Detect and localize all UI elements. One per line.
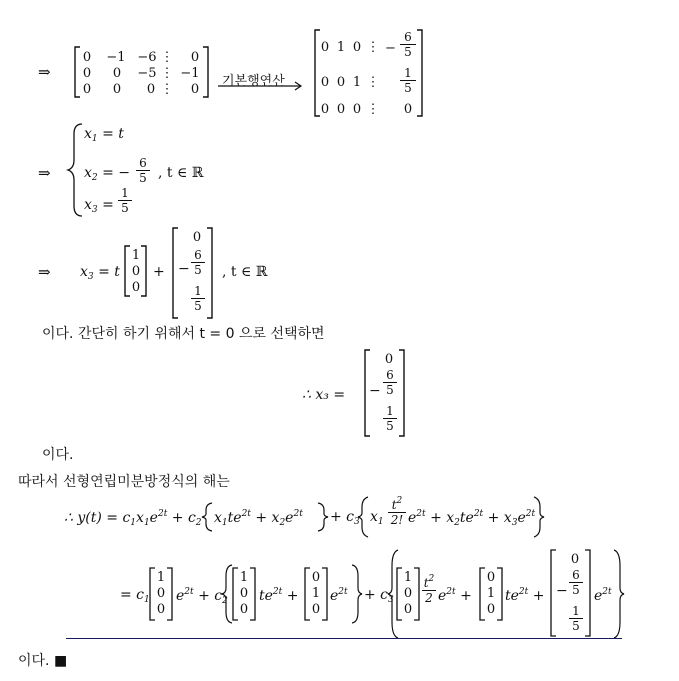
- l2-c3: + $c_3$: [364, 587, 394, 605]
- aug-left-r3c2: 0: [112, 82, 122, 97]
- aug-right-r3c1: 0: [320, 102, 330, 117]
- aug-left-r3c3: 0: [146, 82, 156, 97]
- sentence-ida: 이다.: [42, 447, 74, 463]
- l2-v4-3: 0: [403, 602, 413, 617]
- l2-v3-2: 1: [311, 586, 321, 601]
- implies-arrow-3: ⇒: [38, 263, 51, 281]
- plus-sign: +: [153, 264, 165, 280]
- l2-e2t-c2: $e^{2t} + c_2$: [176, 587, 228, 606]
- sentence-choose-t: 이다. 간단히 하기 위해서 t = 0 으로 선택하면: [42, 326, 325, 342]
- aug-left-r2c1: 0: [82, 66, 92, 81]
- l2-v3-1: 0: [311, 570, 321, 585]
- yt-line-1-brace-a: $x_1te^{2t} + x_2e^{2t}$: [214, 509, 303, 528]
- l2-v2-2: 0: [239, 586, 249, 601]
- l2-v4-2: 0: [403, 586, 413, 601]
- row-op-label: 기본행연산: [222, 74, 285, 89]
- l2-frac-t2-2: $\frac{t^2}{2}$: [423, 574, 435, 605]
- l2-v2-3: 0: [239, 602, 249, 617]
- aug-right-r3c4: ⋮: [366, 102, 380, 117]
- l2-v1-1: 1: [156, 570, 166, 585]
- vec-t-3: 0: [131, 280, 141, 295]
- vec-t-2: 0: [131, 264, 141, 279]
- l2-v6-frac-1-5: $\frac{1}{5}$: [569, 604, 583, 633]
- sentence-final: 이다. ■: [18, 653, 68, 669]
- frac-1-5-mid: $\frac{1}{5}$: [400, 66, 416, 95]
- real-t-1: , t ∈ ℝ: [158, 165, 204, 181]
- implies-arrow-1: ⇒: [38, 63, 51, 81]
- frac-6-5: $\frac{6}{5}$: [136, 156, 150, 185]
- yt-line-1: ∴ $y(t) = c_1x_1e^{2t} + c_2$: [64, 509, 202, 528]
- vec-c-1: 0: [192, 230, 202, 245]
- system-x2: $x_2$ = −: [84, 165, 131, 183]
- vec-c-frac-1-5: $\frac{1}{5}$: [191, 284, 205, 313]
- l2-v2-1: 1: [239, 570, 249, 585]
- aug-left-r3c5: 0: [190, 82, 200, 97]
- aug-right-r2c3: 1: [352, 75, 362, 90]
- yt-line-1-rest: $e^{2t} + x_2te^{2t} + x_3e^{2t}$: [408, 509, 536, 528]
- therefore-x3: ∴ x₃ =: [302, 387, 346, 403]
- aug-right-r1c2: 1: [336, 40, 346, 55]
- yt-line-2-c1: = $c_1$: [120, 587, 150, 605]
- aug-right-r1c4: ⋮: [366, 40, 380, 55]
- underline-rule: [66, 638, 622, 639]
- vec-final-frac-6-5: $\frac{6}{5}$: [383, 368, 397, 397]
- l2-e2t-3: $e^{2t}$ +: [438, 587, 472, 604]
- l2-v1-3: 0: [156, 602, 166, 617]
- l2-v5-1: 0: [486, 570, 496, 585]
- aug-left-r1c3: −6: [137, 50, 157, 65]
- frac-1-5: $\frac{1}{5}$: [118, 186, 132, 215]
- l2-te2t: $te^{2t}$ +: [259, 587, 299, 604]
- vec-final-frac-1-5: $\frac{1}{5}$: [383, 404, 397, 433]
- implies-arrow-2: ⇒: [38, 164, 51, 182]
- l2-e2t-4: $e^{2t}$: [594, 587, 612, 604]
- vec-final-1: 0: [384, 352, 394, 367]
- system-x3: $x_3$ =: [84, 197, 114, 215]
- aug-left-r1c2: −1: [106, 50, 126, 65]
- l2-v4-1: 1: [403, 570, 413, 585]
- vec-c-frac-6-5: $\frac{6}{5}$: [191, 248, 205, 277]
- aug-left-r1c1: 0: [82, 50, 92, 65]
- system-x1: $x_1 = t$: [84, 126, 124, 144]
- aug-right-r1c1: 0: [320, 40, 330, 55]
- aug-right-r3c5: 0: [403, 102, 413, 117]
- aug-right-r2c4: ⋮: [366, 75, 380, 90]
- vec-c-minus: −: [178, 261, 190, 277]
- x3-lhs: $x_3 = t$: [80, 264, 120, 282]
- l2-v3-3: 0: [311, 602, 321, 617]
- yt-line-1-c3: + $c_3$: [330, 509, 360, 527]
- minus-sign-r1: −: [385, 41, 396, 56]
- aug-right-r3c2: 0: [336, 102, 346, 117]
- aug-left-r2c3: −5: [137, 66, 157, 81]
- vec-t-1: 1: [131, 248, 141, 263]
- aug-left-r1c5: 0: [190, 50, 200, 65]
- aug-left-r3c4: ⋮: [160, 82, 174, 97]
- real-t-2: , t ∈ ℝ: [222, 264, 268, 280]
- aug-right-r3c3: 0: [352, 102, 362, 117]
- l2-e2t-2: $e^{2t}$: [330, 587, 348, 604]
- frac-t2-2fact: $\frac{t^2}{2!}$: [388, 496, 406, 527]
- aug-left-r3c1: 0: [82, 82, 92, 97]
- sentence-solution-intro: 따라서 선형연립미분방정식의 해는: [18, 474, 230, 490]
- aug-right-r1c3: 0: [352, 40, 362, 55]
- aug-right-r2c1: 0: [320, 75, 330, 90]
- aug-left-r2c4: ⋮: [160, 66, 174, 81]
- l2-v6-minus: −: [556, 583, 568, 599]
- aug-left-r2c5: −1: [180, 66, 200, 81]
- aug-left-r1c4: ⋮: [160, 50, 174, 65]
- l2-v5-3: 0: [486, 602, 496, 617]
- aug-right-r2c2: 0: [336, 75, 346, 90]
- yt-line-1-x1: $x_1$: [370, 509, 384, 527]
- l2-v6-1: 0: [570, 552, 580, 567]
- l2-v1-2: 0: [156, 586, 166, 601]
- aug-left-r2c2: 0: [112, 66, 122, 81]
- l2-v5-2: 1: [486, 586, 496, 601]
- l2-v6-frac-6-5: $\frac{6}{5}$: [569, 568, 583, 597]
- l2-te2t-2: $te^{2t}$ +: [505, 587, 545, 604]
- frac-neg-6-5-top: $\frac{6}{5}$: [400, 30, 416, 59]
- vec-final-minus: −: [369, 383, 381, 399]
